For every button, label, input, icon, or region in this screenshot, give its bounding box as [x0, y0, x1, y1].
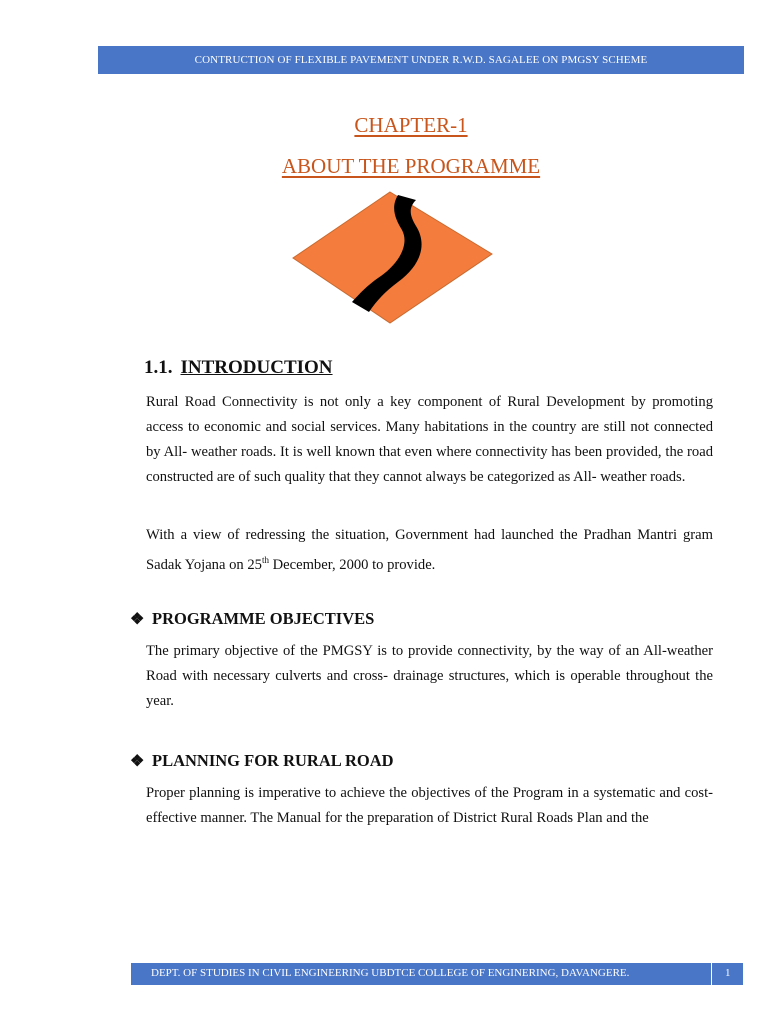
planning-paragraph: Proper planning is imperative to achieve the objectives of the Program in a systematic and cost-effective manner. The Manual for the preparation of District Rural Roads Plan and the	[146, 785, 713, 826]
diamond-bullet-icon: ❖	[130, 753, 145, 770]
footer-divider	[711, 963, 712, 985]
footer-text: DEPT. OF STUDIES IN CIVIL ENGINEERING UBDTCE COLLEGE OF ENGINERING, DAVANGERE.	[151, 967, 630, 979]
intro-paragraph-1: Rural Road Connectivity is not only a key component of Rural Development by promoting access to economic and social services. Many habitations in the country are still not connected by All- weather roads. It is well known that even where connectivity has been provided, the road constructed are of such quality that they cannot always be categorized as All- weather roads.	[146, 394, 713, 485]
running-header-text: CONTRUCTION OF FLEXIBLE PAVEMENT UNDER R.W.D. SAGALEE ON PMGSY SCHEME	[194, 54, 648, 66]
heading-text: PLANNING FOR RURAL ROAD	[152, 751, 394, 770]
intro-paragraph-2	[146, 523, 713, 578]
chapter-label: CHAPTER-1	[354, 113, 468, 137]
intro-paragraph-2-tail: December, 2000 to provide.	[268, 556, 436, 573]
running-footer	[131, 963, 743, 985]
heading-programme-objectives	[130, 609, 374, 629]
ordinal-suffix: th	[261, 555, 269, 565]
heading-text: PROGRAMME OBJECTIVES	[152, 609, 375, 628]
diamond-bullet-icon: ❖	[130, 611, 145, 628]
section-title: INTRODUCTION	[180, 357, 333, 378]
heading-planning-rural-road	[130, 751, 394, 771]
section-number: 1.1.	[144, 357, 173, 378]
chapter-title: ABOUT THE PROGRAMME	[281, 154, 541, 178]
winding-road-diamond-icon	[290, 190, 495, 326]
objectives-paragraph: The primary objective of the PMGSY is to provide connectivity, by the way of an All-weather Road with necessary culverts and cross- drainage structures, which is operable throughout the year.	[146, 643, 713, 709]
running-header	[98, 46, 744, 74]
section-heading-introduction	[144, 357, 333, 379]
intro-paragraph-2-text: With a view of redressing the situation, Government had launched the Pradhan Mantri gram Sadak Yojana on 25	[146, 527, 713, 573]
page-number: 1	[725, 967, 731, 979]
